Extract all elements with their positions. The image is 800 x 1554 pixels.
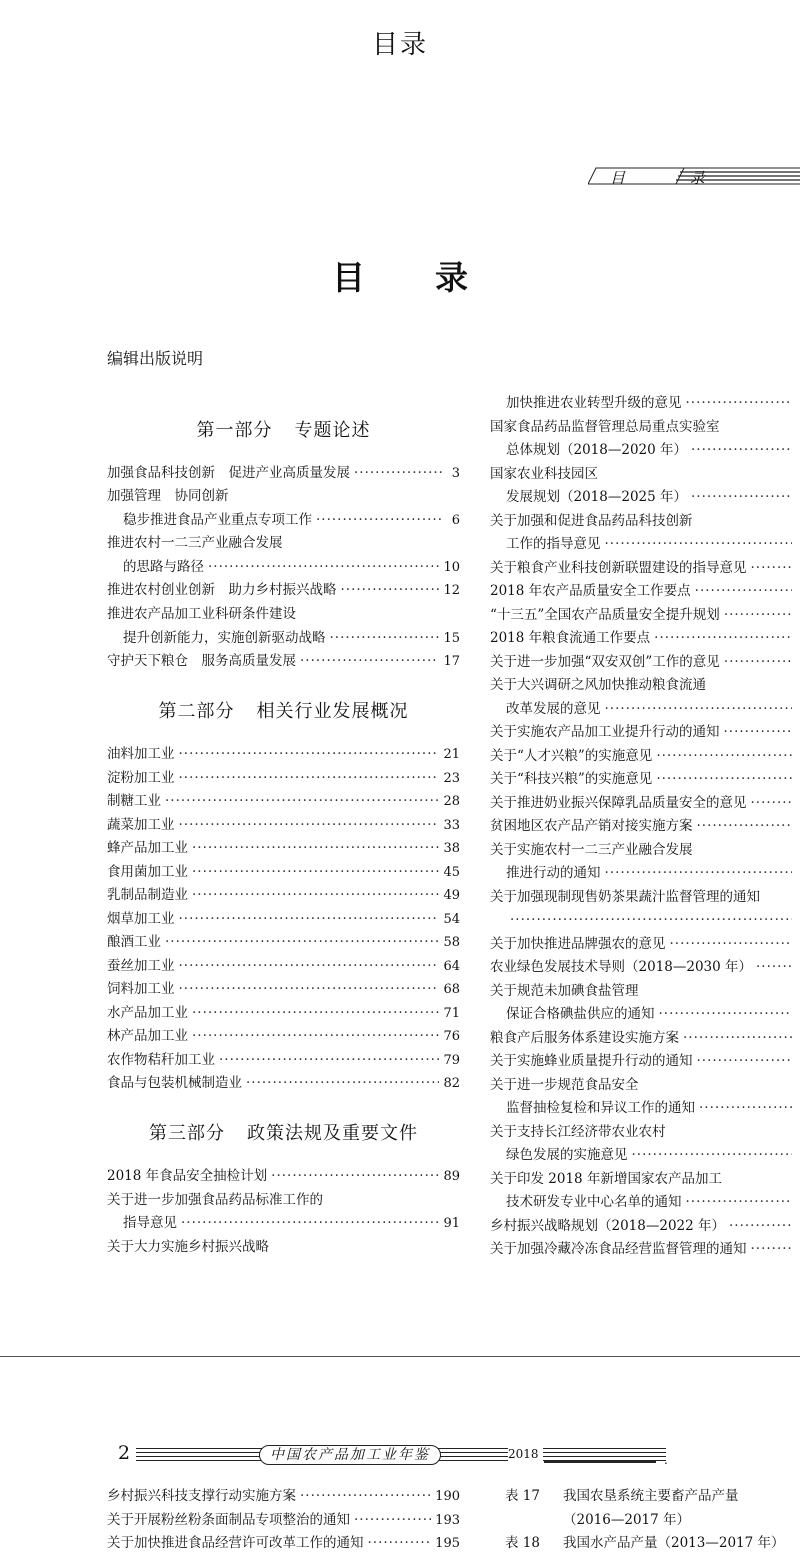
toc-entry	[490, 699, 800, 719]
part2-heading-title: 相关行业发展概况	[256, 701, 409, 722]
toc-entry	[490, 887, 800, 907]
part3-heading-number: 第三部分	[149, 1123, 225, 1144]
toc-entry-title: 林产品加工业	[107, 1028, 188, 1044]
toc-entry-title: 国家食品药品监督管理总局重点实验室	[490, 418, 720, 435]
toc-entry-title: 油料加工业	[107, 746, 175, 762]
toc-leader-dots	[654, 628, 792, 648]
toc-entry	[107, 1190, 460, 1210]
toc-leader-dots	[699, 1098, 792, 1118]
toc-leader-dots	[670, 934, 793, 954]
toc-leader-dots	[695, 581, 792, 601]
toc-entry-title: 关于“科技兴粮”的实施意见	[490, 771, 653, 787]
toc-entry-page: 58	[443, 935, 460, 950]
editor-note: 编辑出版说明	[107, 349, 204, 368]
toc-entry-page: 3	[451, 466, 460, 481]
main-title	[0, 252, 800, 299]
toc-leader-dots	[697, 1051, 793, 1071]
toc-entry-page: 190	[435, 1489, 460, 1504]
toc-entry	[107, 1213, 460, 1233]
toc-entry-title: 推进农村一二三产业融合发展	[107, 535, 283, 551]
toc-leader-dots	[724, 652, 792, 672]
toc-entry-title: 关于进一步加强“双安双创”工作的意见	[490, 653, 720, 670]
toc-entry	[107, 1166, 460, 1186]
toc-entry-title: 蔬菜加工业	[107, 816, 175, 833]
toc-entry	[107, 979, 460, 999]
toc-leader-dots	[368, 1533, 432, 1553]
toc-entry	[490, 840, 800, 860]
toc-entry-title: 关于大兴调研之风加快推动粮食流通	[490, 677, 706, 693]
toc-entry	[107, 1073, 460, 1093]
toc-entry-title: 关于推进奶业振兴保障乳品质量安全的意见	[490, 794, 747, 811]
toc-entry	[490, 675, 800, 695]
toc-entry	[490, 1004, 800, 1024]
toc-entry	[107, 932, 460, 952]
toc-leader-dots	[354, 463, 442, 483]
part3-heading-title: 政策法规及重要文件	[247, 1123, 418, 1144]
toc-leader-dots	[192, 1026, 439, 1046]
table-entry	[505, 1533, 785, 1553]
toc-entry	[107, 956, 460, 976]
toc-leader-dots	[697, 816, 793, 836]
toc-entry	[107, 768, 460, 788]
toc-entry-title: “十三五”全国农产品质量安全提升规划	[490, 606, 720, 623]
toc-leader-dots	[192, 885, 439, 905]
toc-entry-title: 的思路与路径	[123, 559, 204, 575]
toc-entry	[107, 1237, 460, 1257]
toc-entry-title: 饲料加工业	[107, 981, 175, 997]
toc-entry	[490, 1169, 800, 1189]
toc-entry-title: 蚕丝加工业	[107, 957, 175, 974]
toc-entry	[490, 1122, 800, 1142]
toc-entry-page: 49	[443, 888, 460, 903]
toc-entry	[107, 1026, 460, 1046]
toc-leader-dots	[659, 1004, 793, 1024]
toc-entry	[490, 605, 800, 625]
toc-entry-page: 76	[443, 1029, 460, 1044]
toc-entry	[107, 862, 460, 882]
toc-entry-title: 食用菌加工业	[107, 863, 188, 880]
table-entry-title: 我国农垦系统主要畜产品产量	[563, 1488, 739, 1504]
toc-entry	[107, 557, 460, 577]
toc-entry	[490, 1098, 800, 1118]
toc-leader-dots	[271, 1166, 439, 1186]
toc-entry-title: 发展规划（2018—2025 年）	[506, 489, 688, 505]
toc-entry	[107, 463, 460, 483]
toc-entry-title: 关于加强冷藏冷冻食品经营监督管理的通知	[490, 1241, 747, 1257]
toc-entry-page: 12	[443, 583, 460, 598]
toc-entry	[490, 652, 800, 672]
toc-leader-dots	[751, 793, 793, 813]
part1-heading-number: 第一部分	[196, 420, 273, 441]
toc-leader-dots	[341, 580, 440, 600]
toc-entry	[490, 1216, 800, 1236]
toc-leader-dots	[656, 769, 792, 789]
toc-entry	[490, 1051, 800, 1071]
toc-leader-dots	[179, 956, 440, 976]
toc-entry-title: 2018 年食品安全抽检计划	[107, 1168, 268, 1184]
toc-entry	[490, 417, 800, 437]
toc-leader-dots	[605, 699, 793, 719]
toc-entry	[107, 838, 460, 858]
toc-leader-dots	[510, 910, 792, 930]
toc-entry	[490, 581, 800, 601]
toc-entry-title: 监督抽检复检和异议工作的通知	[506, 1100, 695, 1116]
toc-entry-page: 82	[443, 1076, 460, 1091]
part3-heading	[107, 1119, 460, 1145]
toc-entry	[490, 1075, 800, 1095]
toc-entry	[490, 440, 800, 460]
toc-entry	[107, 1050, 460, 1070]
toc-entry-title: 2018 年粮食流通工作要点	[490, 630, 651, 646]
toc-entry-page: 33	[443, 817, 460, 833]
toc-leader-dots	[729, 1216, 792, 1236]
footer-dot: .	[664, 1453, 668, 1467]
toc-entry-title: 关于加强和促进食品药品科技创新	[490, 512, 693, 529]
toc-entry-title: 关于印发 2018 年新增国家农产品加工	[490, 1170, 722, 1187]
toc-leader-dots	[724, 605, 792, 625]
toc-entry-title: 推进农村创业创新 助力乡村振兴战略	[107, 582, 337, 598]
toc-entry	[490, 981, 800, 1001]
table-entry-title: 我国水产品产量（2013—2017 年）	[563, 1535, 785, 1551]
toc-leader-dots	[316, 510, 442, 530]
toc-entry	[490, 816, 800, 836]
toc-entry-title: 关于大力实施乡村振兴战略	[107, 1239, 269, 1255]
toc-leader-dots	[683, 1028, 792, 1048]
toc-leader-dots	[179, 909, 440, 929]
toc-entry-title: 推进行动的通知	[506, 865, 601, 881]
toc-entry	[490, 957, 800, 977]
toc-entry-page: 15	[443, 631, 460, 646]
toc-entry-title: 稳步推进食品产业重点专项工作	[123, 512, 312, 528]
toc-entry	[107, 1533, 460, 1553]
part2-heading-number: 第二部分	[158, 701, 235, 722]
toc-entry-title: 乡村振兴战略规划（2018—2022 年）	[490, 1217, 726, 1234]
toc-leader-dots	[751, 558, 793, 578]
toc-entry-title: 淀粉加工业	[107, 769, 175, 786]
toc-entry-title: 粮食产后服务体系建设实施方案	[490, 1029, 679, 1046]
toc-entry-page: 23	[443, 770, 460, 786]
toc-entry-title: 关于实施农村一二三产业融合发展	[490, 841, 693, 858]
toc-entry	[490, 393, 800, 413]
toc-entry-page: 38	[443, 841, 460, 856]
toc-leader-dots	[724, 722, 793, 742]
main-title-char-2: 录	[435, 258, 468, 297]
toc-entry-title: 食品与包装机械制造业	[107, 1075, 242, 1091]
toc-entry	[490, 722, 800, 742]
footer-banner	[136, 1445, 666, 1467]
toc-entry	[490, 934, 800, 954]
toc-entry-page: 89	[443, 1169, 460, 1184]
toc-leader-dots	[756, 957, 792, 977]
toc-entry	[490, 1192, 800, 1212]
toc-leader-dots	[354, 1510, 431, 1530]
toc-entry-title: 保证合格碘盐供应的通知	[506, 1006, 655, 1022]
toc-entry-page: 6	[451, 513, 460, 528]
toc-entry-page: 21	[443, 747, 460, 762]
toc-entry-title: 工作的指导意见	[506, 536, 601, 552]
toc-entry	[490, 746, 800, 766]
toc-entry	[107, 580, 460, 600]
toc-entry-title: 指导意见	[123, 1215, 177, 1231]
toc-entry	[490, 1145, 800, 1165]
toc-leader-dots	[686, 393, 793, 413]
toc-leader-dots	[751, 1239, 793, 1259]
table-entry	[505, 1510, 690, 1530]
toc-leader-dots	[686, 1192, 793, 1212]
toc-leader-dots	[605, 534, 793, 554]
page-title: 目录	[371, 30, 428, 60]
toc-entry-page: 91	[443, 1216, 460, 1231]
toc-leader-dots	[179, 979, 440, 999]
toc-entry	[107, 791, 460, 811]
toc-entry-title: 酿酒工业	[107, 934, 161, 950]
toc-entry-title: 总体规划（2018—2020 年）	[506, 442, 688, 458]
toc-entry-title: 贫困地区农产品产销对接实施方案	[490, 818, 693, 834]
toc-leader-dots	[165, 791, 439, 811]
toc-leader-dots	[632, 1145, 793, 1165]
toc-entry-page: 193	[435, 1512, 460, 1528]
toc-entry-title: 推进农产品加工业科研条件建设	[107, 606, 296, 622]
toc-leader-dots	[192, 862, 439, 882]
toc-entry	[490, 534, 800, 554]
toc-leader-dots	[656, 746, 792, 766]
toc-entry-title: 蜂产品加工业	[107, 840, 188, 856]
toc-entry	[107, 909, 460, 929]
footer-underline	[544, 1461, 656, 1463]
toc-entry-page: 195	[435, 1536, 460, 1551]
toc-entry	[490, 511, 800, 531]
toc-entry-title: 关于实施农产品加工业提升行动的通知	[490, 724, 720, 740]
toc-leader-dots	[300, 651, 439, 671]
toc-entry-title: 烟草加工业	[107, 910, 175, 927]
section-tab-label: 目 录	[610, 169, 735, 187]
section-tab	[588, 167, 800, 185]
table-entry	[505, 1486, 739, 1506]
toc-entry-page: 28	[443, 794, 460, 809]
toc-entry-title: 水产品加工业	[107, 1004, 188, 1021]
toc-entry	[107, 1486, 460, 1506]
toc-entry	[107, 628, 460, 648]
footer-page-number: 2	[118, 1442, 131, 1464]
toc-entry-title: 农作物秸秆加工业	[107, 1051, 215, 1068]
toc-leader-dots	[691, 440, 792, 460]
toc-leader-dots	[208, 557, 439, 577]
toc-leader-dots	[179, 768, 440, 788]
toc-entry	[107, 651, 460, 671]
toc-entry-page: 10	[443, 560, 460, 575]
toc-entry	[107, 486, 460, 506]
toc-entry-page: 71	[443, 1005, 460, 1021]
toc-entry-title: 关于支持长江经济带农业农村	[490, 1123, 666, 1140]
toc-entry-title: 制糖工业	[107, 793, 161, 809]
footer-year: 2018	[508, 1447, 543, 1461]
toc-leader-dots	[179, 744, 440, 764]
toc-leader-dots	[246, 1073, 439, 1093]
toc-entry-title: 关于粮食产业科技创新联盟建设的指导意见	[490, 559, 747, 576]
toc-entry-title: 绿色发展的实施意见	[506, 1147, 628, 1163]
toc-leader-dots	[179, 815, 440, 835]
toc-entry-title: 2018 年农产品质量安全工作要点	[490, 583, 691, 599]
part1-heading	[107, 416, 460, 442]
toc-entry-page: 45	[443, 864, 460, 880]
page-divider	[0, 1356, 800, 1357]
toc-entry	[107, 885, 460, 905]
toc-entry-title: 关于加快推进品牌强农的意见	[490, 935, 666, 952]
toc-entry	[107, 1003, 460, 1023]
toc-entry-page: 64	[443, 958, 460, 974]
toc-entry	[490, 558, 800, 578]
toc-leader-dots	[300, 1486, 431, 1506]
toc-entry-title: 关于实施蜂业质量提升行动的通知	[490, 1053, 693, 1069]
toc-entry-page: 17	[443, 654, 460, 669]
toc-entry	[490, 487, 800, 507]
toc-entry-title: 加强管理 协同创新	[107, 488, 229, 504]
toc-entry-title: 加强食品科技创新 促进产业高质量发展	[107, 465, 350, 481]
toc-entry	[490, 1028, 800, 1048]
toc-entry	[490, 628, 800, 648]
toc-leader-dots	[330, 628, 440, 648]
toc-entry-title: 提升创新能力，实施创新驱动战略	[123, 630, 326, 646]
toc-entry-page: 68	[443, 982, 460, 997]
toc-entry-title: 关于进一步规范食品安全	[490, 1076, 639, 1093]
toc-entry-title: 关于加强现制现售奶茶果蔬汁监督管理的通知	[490, 888, 760, 905]
toc-leader-dots	[219, 1050, 439, 1070]
toc-entry-title: 关于开展粉丝粉条面制品专项整治的通知	[107, 1511, 350, 1528]
toc-entry-title: 乡村振兴科技支撑行动实施方案	[107, 1488, 296, 1504]
toc-entry-title: 改革发展的意见	[506, 700, 601, 717]
toc-leader-dots	[165, 932, 439, 952]
toc-entry	[107, 815, 460, 835]
table-entry-label: 表 17	[505, 1488, 540, 1504]
toc-leader-dots	[192, 838, 439, 858]
toc-leader-dots	[192, 1003, 439, 1023]
toc-entry	[107, 604, 460, 624]
footer-yearbook-title: 中国农产品加工业年鉴	[259, 1445, 441, 1465]
toc-entry	[490, 863, 800, 883]
part2-heading	[107, 697, 460, 723]
toc-entry-title: 国家农业科技园区	[490, 465, 598, 482]
toc-entry	[490, 793, 800, 813]
toc-entry-title: 关于加快推进食品经营许可改革工作的通知	[107, 1535, 364, 1551]
toc-entry-title: 关于“人才兴粮”的实施意见	[490, 747, 653, 764]
toc-leader-dots	[691, 487, 792, 507]
toc-entry-title: 农业绿色发展技术导则（2018—2030 年）	[490, 959, 753, 975]
toc-entry	[490, 464, 800, 484]
toc-entry-title: 关于规范未加碘食盐管理	[490, 982, 639, 999]
toc-entry	[107, 533, 460, 553]
part1-heading-title: 专题论述	[294, 420, 371, 441]
toc-entry	[490, 1239, 800, 1259]
table-entry-title: （2016—2017 年）	[563, 1511, 691, 1528]
toc-entry	[107, 1510, 460, 1530]
toc-entry-title: 守护天下粮仓 服务高质量发展	[107, 653, 296, 669]
toc-entry	[490, 910, 800, 930]
main-title-char-1: 目	[332, 258, 365, 297]
toc-leader-dots	[181, 1213, 439, 1233]
toc-entry-page: 54	[443, 911, 460, 927]
toc-entry	[107, 510, 460, 530]
toc-entry-title: 加快推进农业转型升级的意见	[506, 395, 682, 411]
toc-entry	[490, 769, 800, 789]
toc-entry-title: 关于进一步加强食品药品标准工作的	[107, 1192, 323, 1208]
table-entry-label: 表 18	[505, 1535, 540, 1551]
toc-entry-title: 乳制品制造业	[107, 887, 188, 903]
toc-entry-title: 技术研发专业中心名单的通知	[506, 1194, 682, 1210]
toc-entry	[107, 744, 460, 764]
toc-entry-page: 79	[443, 1052, 460, 1068]
toc-leader-dots	[605, 863, 793, 883]
